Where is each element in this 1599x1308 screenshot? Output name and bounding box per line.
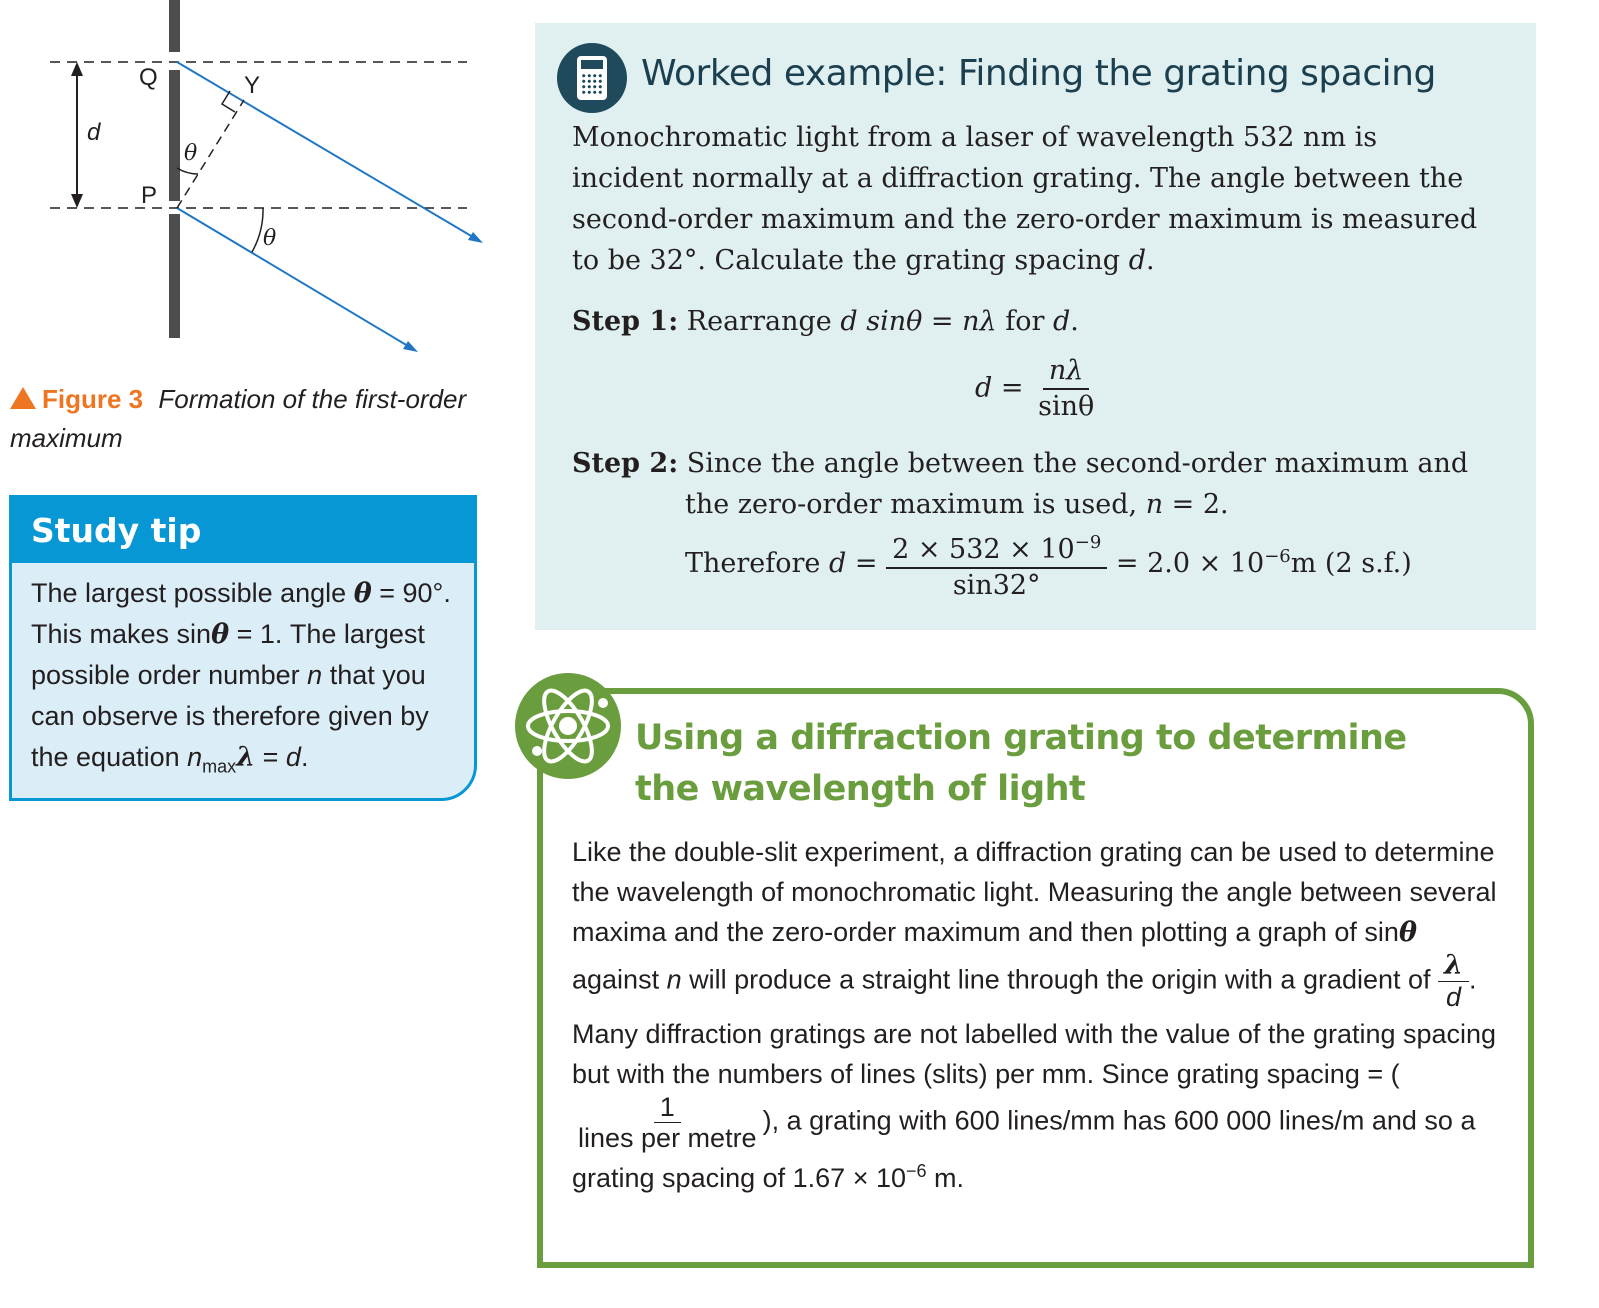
step-2-text: = 2.: [1163, 489, 1229, 520]
spacing-numerator: 1: [654, 1094, 681, 1123]
equation-2-numerator-exponent: −9: [1074, 532, 1102, 553]
step-2-n: n: [1145, 489, 1164, 520]
ray-from-p: [177, 208, 413, 349]
tip-text: .: [300, 742, 309, 772]
worked-example-title: Worked example: Finding the grating spacing: [641, 53, 1436, 94]
tip-d: d: [285, 742, 301, 772]
ray-q-arrowhead: [468, 232, 483, 243]
tip-text: =: [255, 742, 286, 772]
step-2-text: the zero-order maximum is used,: [685, 489, 1146, 520]
spacing-denominator: lines per metre: [578, 1123, 757, 1153]
equation-1-fraction: [1032, 356, 1100, 422]
figure-label: Figure 3: [42, 384, 144, 414]
question-text: .: [1145, 245, 1155, 276]
worked-example-question: [572, 117, 1492, 281]
tip-n-sub: max: [202, 756, 237, 777]
equation-2-result-exponent: −6: [1264, 546, 1291, 567]
d-arrow-head-bottom: [71, 194, 83, 208]
study-tip-box: [9, 495, 477, 801]
experiment-body: [572, 832, 1507, 1198]
equation-1: [975, 356, 1100, 422]
figure-caption: [10, 380, 490, 458]
experiment-text: .: [1468, 964, 1477, 995]
gradient-numerator: λ: [1438, 953, 1469, 982]
experiment-paragraph-2: [572, 1014, 1507, 1198]
equation-2-equals: =: [846, 548, 878, 579]
study-tip-body: [12, 563, 474, 787]
step-2-text: Since the angle between the second-order maximum and: [686, 448, 1469, 479]
ray-p-arrowhead: [403, 341, 418, 352]
d-arrow-head-top: [71, 62, 83, 76]
equation-2: [685, 528, 1412, 601]
step-1-text: for: [996, 306, 1053, 337]
equation-2-numerator: [886, 528, 1107, 569]
equation-2-fraction: [886, 528, 1107, 601]
equation-2-prefix: Therefore: [685, 548, 829, 579]
experiment-exponent: −6: [906, 1161, 927, 1181]
barrier-top: [169, 0, 180, 52]
equation-2-result: = 2.0 × 10: [1115, 548, 1265, 579]
label-y: Y: [244, 72, 261, 99]
step-1-formula: d sinθ = nλ: [840, 306, 997, 337]
label-d: d: [87, 119, 101, 146]
tip-text: = 1. The largest possible order number: [31, 619, 425, 690]
angle-arc-bottom: [252, 208, 263, 252]
barrier-bottom: [169, 214, 180, 338]
tip-text: This makes sin: [31, 619, 212, 649]
spacing-fraction: [572, 1094, 763, 1151]
equation-1-lhs: d =: [975, 372, 1024, 404]
equation-2-numerator-text: 2 × 532 × 10: [892, 534, 1075, 565]
label-theta-bottom: θ: [263, 226, 277, 251]
question-var: d: [1128, 245, 1146, 276]
tip-n: n: [187, 742, 203, 772]
experiment-n: n: [666, 964, 682, 995]
tip-text: that you can observe is therefore given by the equation: [31, 660, 429, 772]
experiment-title: Using a diffraction grating to determine the wavelength of light: [635, 718, 1407, 809]
label-p: P: [141, 182, 158, 209]
experiment-text: m.: [926, 1163, 965, 1193]
angle-arc-top: [177, 168, 198, 174]
equation-1-denominator: sinθ: [1038, 391, 1095, 422]
experiment-text: Like the double-slit experiment, a diffraction grating can be used to determine the wavelength of monochromatic light. Measuring the angle between several maxima and the zero-order maximum and then plotting a graph of sin: [572, 837, 1497, 947]
tip-text: The largest possible angle: [31, 578, 354, 608]
ray-from-q: [177, 62, 478, 240]
step-1-text: .: [1070, 306, 1079, 337]
figure-caption-text: Formation of the first-order maximum: [10, 384, 467, 453]
label-theta-top: θ: [184, 141, 198, 166]
experiment-text: will produce a straight line through the origin with a gradient of: [681, 964, 1439, 995]
equation-1-numerator: nλ: [1043, 356, 1090, 390]
tip-theta: θ: [211, 619, 230, 650]
barrier-middle: [169, 70, 180, 201]
atom-icon: [515, 673, 621, 779]
experiment-paragraph-1: [572, 832, 1507, 1010]
experiment-text: against: [572, 964, 667, 995]
equation-2-unit: m (2 s.f.): [1290, 548, 1412, 579]
experiment-theta: θ: [1398, 917, 1417, 948]
worked-example-box: [535, 23, 1536, 630]
experiment-text: Many diffraction gratings are not labelled with the value of the grating spacing but with the numbers of lines (slits) per mm. Since grating spacing = (: [572, 1019, 1497, 1089]
equation-2-denominator: sin32°: [952, 570, 1041, 601]
step-1-label: Step 1:: [572, 306, 679, 337]
tip-lambda: λ: [236, 742, 256, 773]
step-2: [572, 443, 1468, 525]
gradient-fraction: [1438, 950, 1469, 1012]
step-2-label: Step 2:: [572, 448, 679, 479]
gradient-denominator: d: [1446, 982, 1462, 1012]
experiment-text: ), a grating with 600 lines/mm has 600 000 lines/m and so a grating spacing of 1.67 × 10: [572, 1105, 1476, 1193]
tip-theta: θ: [353, 578, 372, 609]
label-q: Q: [139, 64, 158, 91]
question-text: Monochromatic light from a laser of wavelength 532 nm is incident normally at a diffraction grating. The angle between the second-order maximum and the zero-order maximum is measured to be 32°. Calculate the grating spacing: [572, 122, 1478, 276]
tip-text: = 90°.: [371, 578, 451, 608]
caption-triangle-icon: [10, 387, 36, 409]
equation-2-var: d: [828, 548, 847, 579]
tip-n: n: [307, 660, 323, 690]
study-tip-title: Study tip: [12, 498, 474, 563]
grating-figure: [0, 0, 500, 370]
step-1: [572, 301, 1079, 342]
step-1-var: d: [1052, 306, 1071, 337]
step-1-text: Rearrange: [686, 306, 841, 337]
calculator-icon: [557, 43, 627, 113]
